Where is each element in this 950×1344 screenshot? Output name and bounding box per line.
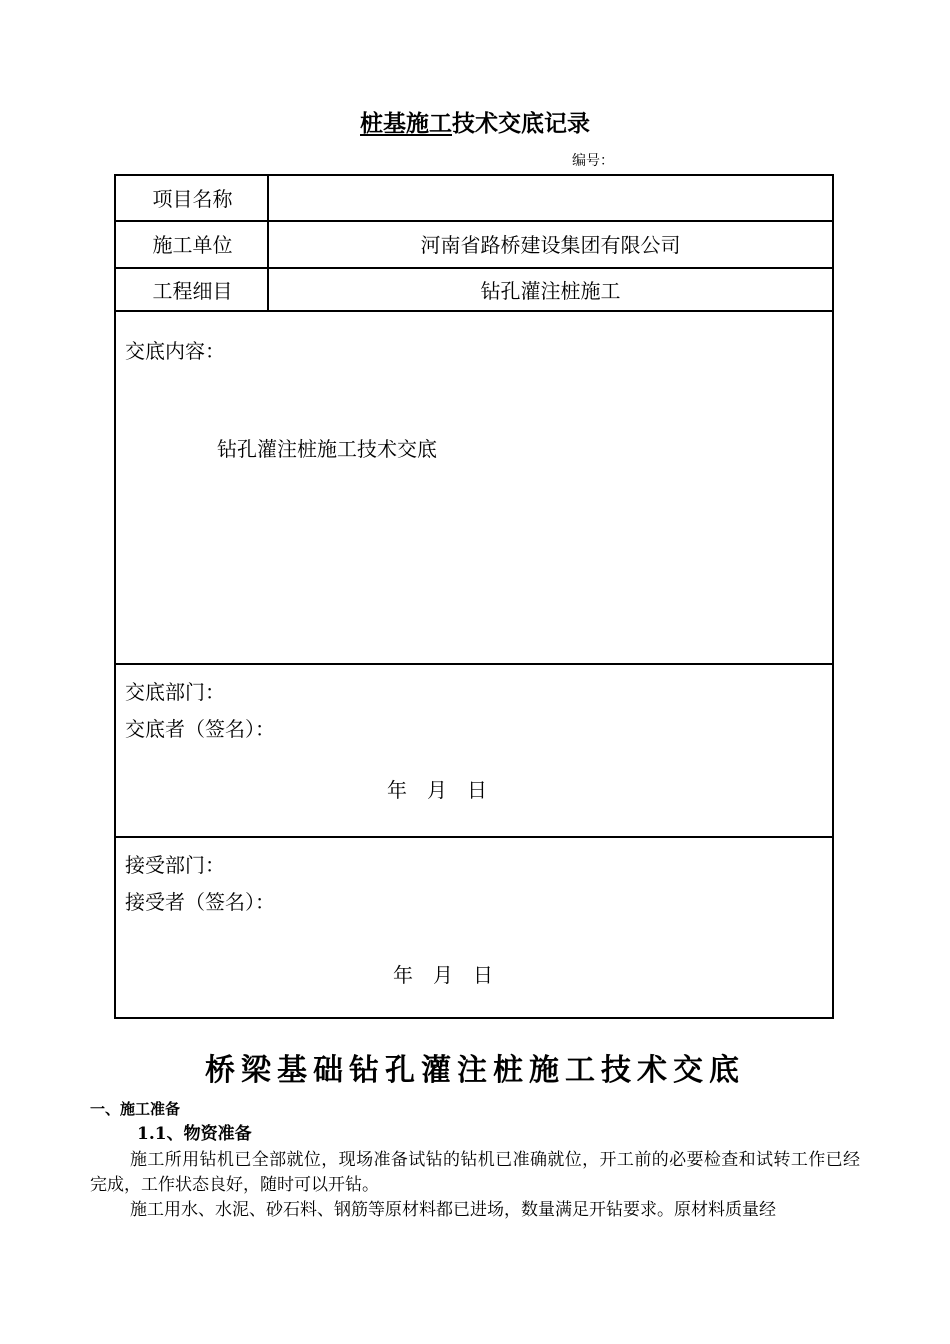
- receiver-department-label: 接受部门：: [125, 853, 225, 877]
- content-label: 交底内容：: [125, 339, 225, 363]
- record-title-underlined: 桩基施工: [360, 110, 452, 137]
- section-heading: 一、施工准备: [90, 1100, 181, 1118]
- project-name-label: 项目名称: [152, 187, 233, 211]
- receiver-date: 年 月 日: [393, 963, 493, 987]
- work-item-value: 钻孔灌注桩施工: [480, 279, 621, 303]
- handover-record-table: [114, 174, 834, 1019]
- subsection-heading: 1.1、物资准备: [137, 1124, 252, 1144]
- issuer-date: 年 月 日: [387, 778, 487, 802]
- section-divider: [116, 663, 832, 665]
- content-text: 钻孔灌注桩施工技术交底: [217, 437, 437, 461]
- issuer-signature-label: 交底者（签名）：: [125, 717, 275, 741]
- construction-unit-value: 河南省路桥建设集团有限公司: [420, 233, 681, 257]
- issuer-department-label: 交底部门：: [125, 680, 225, 704]
- construction-unit-label: 施工单位: [152, 233, 233, 257]
- section-divider: [116, 836, 832, 838]
- record-title: [0, 108, 950, 140]
- row-divider: [116, 310, 832, 312]
- work-item-label: 工程细目: [152, 279, 233, 303]
- receiver-signature-label: 接受者（签名）：: [125, 890, 275, 914]
- column-divider: [267, 176, 269, 311]
- record-title-rest: 技术交底记录: [452, 110, 590, 137]
- serial-number-label: 编号：: [572, 153, 614, 169]
- paragraph: 施工所用钻机已全部就位，现场准备试钻的钻机已准确就位，开工前的必要检查和试转工作已经完成，工作状态良好，随时可以开钻。: [90, 1150, 860, 1195]
- paragraph: 施工用水、水泥、砂石料、钢筋等原材料都已进场，数量满足开钻要求。原材料质量经: [130, 1200, 776, 1220]
- document-title: 桥梁基础钻孔灌注桩施工技术交底: [205, 1053, 745, 1088]
